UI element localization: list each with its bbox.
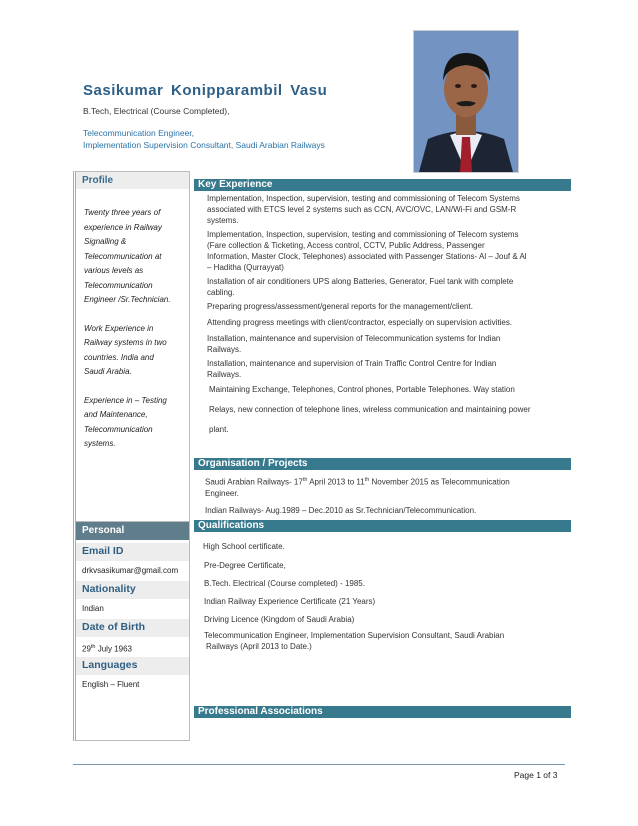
experience-item: Implementation, Inspection, supervision, testing and commissioning of Telecom systems (Fare collection & Ticketing, Access control, CCTV, Public Address, Passenger Information, Master Clock, Telephones) associated with Passenger Stations- Al – Jouf & Al – Haditha (Qurrayyat) xyxy=(207,230,527,272)
organisation-list: Saudi Arabian Railways- 17th April 2013 to 11th November 2015 as Telecommunication Engineer. Indian Railways- Aug.1989 – Dec.2010 as Sr.Technician/Telecommunication. xyxy=(205,475,563,516)
dob-value: 29th July 1963 xyxy=(82,644,132,654)
job-title-line-2: Implementation Supervision Consultant, Saudi Arabian Railways xyxy=(83,140,325,150)
page-number: Page 1 of 3 xyxy=(514,770,558,780)
key-experience-heading: Key Experience xyxy=(194,179,571,191)
qualification-item: Indian Railway Experience Certificate (21 Years) xyxy=(204,597,376,606)
job-title-line-1: Telecommunication Engineer, xyxy=(83,128,195,138)
profile-summary-2: Work Experience in Railway systems in two countries. India and Saudi Arabia. xyxy=(84,323,167,376)
candidate-name: Sasikumar Konipparambil Vasu xyxy=(83,82,328,99)
experience-item: Installation, maintenance and supervision of Telecommunication systems for Indian Railways. xyxy=(207,334,501,354)
languages-value: English – Fluent xyxy=(82,680,140,689)
qualification-item: High School certificate. xyxy=(203,542,285,551)
organisation-item: Saudi Arabian Railways- 17th April 2013 to 11th November 2015 as Telecommunication xyxy=(205,477,510,487)
languages-label: Languages xyxy=(76,657,189,675)
nationality-label: Nationality xyxy=(76,581,189,599)
organisation-heading: Organisation / Projects xyxy=(194,458,571,470)
email-label: Email ID xyxy=(76,543,189,561)
qualification-item: Telecommunication Engineer, Implementation Supervision Consultant, Saudi Arabian xyxy=(204,631,505,640)
profile-summary-1: Twenty three years of experience in Railway Signalling & Telecommunication at various levels as Telecommunication Engineer /Sr.Technician. xyxy=(84,208,171,304)
profile-heading: Profile xyxy=(76,172,189,189)
experience-item: Installation of air conditioners UPS along Batteries, Generator, Fuel tank with complete cabling. xyxy=(207,277,514,297)
profile-photo xyxy=(413,30,519,173)
professional-associations-heading: Professional Associations xyxy=(194,706,571,718)
experience-item: Implementation, Inspection, supervision, testing and commissioning of Telecom Systems associated with ETCS level 2 systems such as CCN, AVC/OVC, LAN/Wi-Fi and GSM-R systems. xyxy=(207,194,520,225)
experience-item: Attending progress meetings with client/contractor, especially on supervision activities. xyxy=(207,318,513,327)
profile-summary-3: Experience in – Testing and Maintenance, Telecommunication systems. xyxy=(84,395,167,448)
nationality-value: Indian xyxy=(82,604,104,613)
experience-item: Relays, new connection of telephone lines, wireless communication and maintaining power xyxy=(209,405,531,414)
qualification-item: B.Tech. Electrical (Course completed) - 1985. xyxy=(204,579,365,588)
qualification-item: Railways (April 2013 to Date.) xyxy=(206,642,312,651)
qualification-item: Pre-Degree Certificate, xyxy=(204,561,286,570)
experience-item: Installation, maintenance and supervision of Train Traffic Control Centre for Indian Railways. xyxy=(207,359,497,379)
dob-label: Date of Birth xyxy=(76,619,189,637)
footer-divider xyxy=(73,764,565,765)
degree-line: B.Tech, Electrical (Course Completed), xyxy=(83,106,230,116)
profile-panel xyxy=(73,171,190,522)
qualifications-list xyxy=(203,541,563,652)
experience-item: Preparing progress/assessment/general reports for the management/client. xyxy=(207,302,473,311)
qualifications-heading: Qualifications xyxy=(194,520,571,532)
organisation-item: Indian Railways- Aug.1989 – Dec.2010 as Sr.Technician/Telecommunication. xyxy=(205,505,477,515)
qualification-item: Driving Licence (Kingdom of Saudi Arabia) xyxy=(204,615,355,624)
personal-heading: Personal xyxy=(76,522,189,540)
experience-item: plant. xyxy=(209,425,229,434)
email-value: drkvsasikumar@gmail.com xyxy=(82,566,179,575)
experience-item: Maintaining Exchange, Telephones, Control phones, Portable Telephones. Way station xyxy=(209,385,515,394)
key-experience-list xyxy=(207,193,562,435)
personal-panel xyxy=(73,521,190,741)
